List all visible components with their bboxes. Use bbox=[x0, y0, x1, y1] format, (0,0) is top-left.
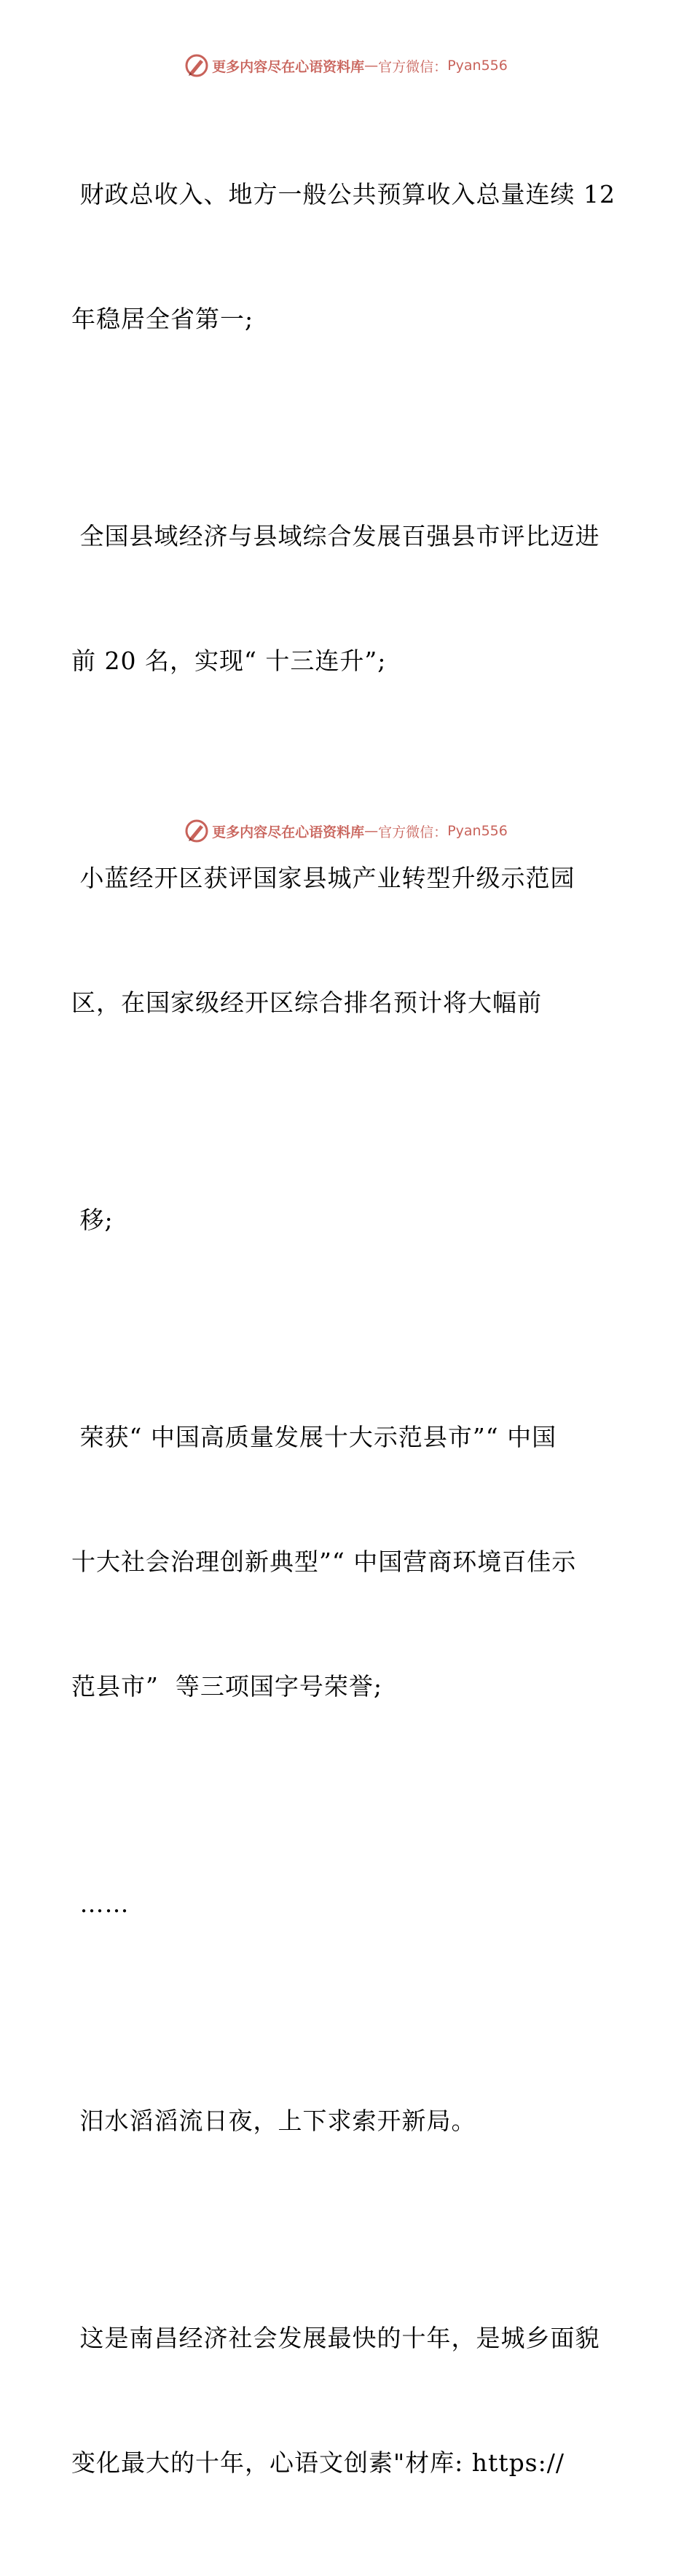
paragraph bbox=[71, 90, 625, 423]
footer-wechat-id: Pyan556 bbox=[447, 823, 508, 839]
paragraph-line: 年稳居全省第一; bbox=[71, 305, 254, 333]
paragraph-line: …… bbox=[71, 1889, 130, 1918]
paragraph-line: 小蓝经开区获评国家县城产业转型升级示范园 bbox=[71, 864, 575, 892]
footer-wechat-label: 官方微信： bbox=[378, 824, 448, 840]
pen-logo-icon bbox=[184, 819, 209, 843]
paragraph bbox=[71, 1333, 625, 1790]
paragraph-line: 全国县域经济与县域综合发展百强县市评比迈进 bbox=[71, 522, 600, 550]
paragraph-line: 荣获“ 中国高质量发展十大示范县市”“ 中国 bbox=[71, 1423, 557, 1451]
paragraph bbox=[71, 432, 625, 765]
paragraph-line: 汨水滔滔流日夜，上下求索开新局。 bbox=[71, 2107, 476, 2135]
paragraph-line: 财政总收入、地方一般公共预算收入总量连续 12 bbox=[71, 180, 616, 208]
paragraph-line: 移; bbox=[71, 1206, 114, 1234]
header-wechat-label: 官方微信： bbox=[378, 58, 448, 75]
pen-logo-icon bbox=[184, 53, 209, 78]
paragraph bbox=[71, 1800, 625, 2007]
header-wechat-id: Pyan556 bbox=[447, 58, 508, 74]
article-body bbox=[71, 90, 625, 2576]
paragraph bbox=[71, 2017, 625, 2225]
header-separator: — bbox=[364, 58, 379, 74]
paragraph-line: 区，在国家级经开区综合排名预计将大幅前 bbox=[71, 988, 542, 1017]
paragraph-line: 十大社会治理创新典型”“ 中国营商环境百佳示 bbox=[71, 1547, 577, 1576]
paragraph bbox=[71, 1116, 625, 1324]
footer-site-name: 更多内容尽在心语资料库 bbox=[212, 824, 365, 840]
paragraph-line: 这是南昌经济社会发展最快的十年，是城乡面貌 bbox=[71, 2324, 600, 2352]
paragraph-line: 变化最大的十年，心语文创素"材库: https:// bbox=[71, 2448, 565, 2477]
footer-separator: — bbox=[364, 823, 379, 839]
paragraph bbox=[71, 2234, 625, 2567]
paragraph-line: 前 20 名，实现“ 十三连升”; bbox=[71, 647, 387, 675]
header-site-name: 更多内容尽在心语资料库 bbox=[212, 58, 365, 75]
footer-watermark bbox=[0, 818, 692, 844]
paragraph-line: 范县市” 等三项国字号荣誉; bbox=[71, 1672, 382, 1701]
header-watermark bbox=[0, 52, 692, 79]
